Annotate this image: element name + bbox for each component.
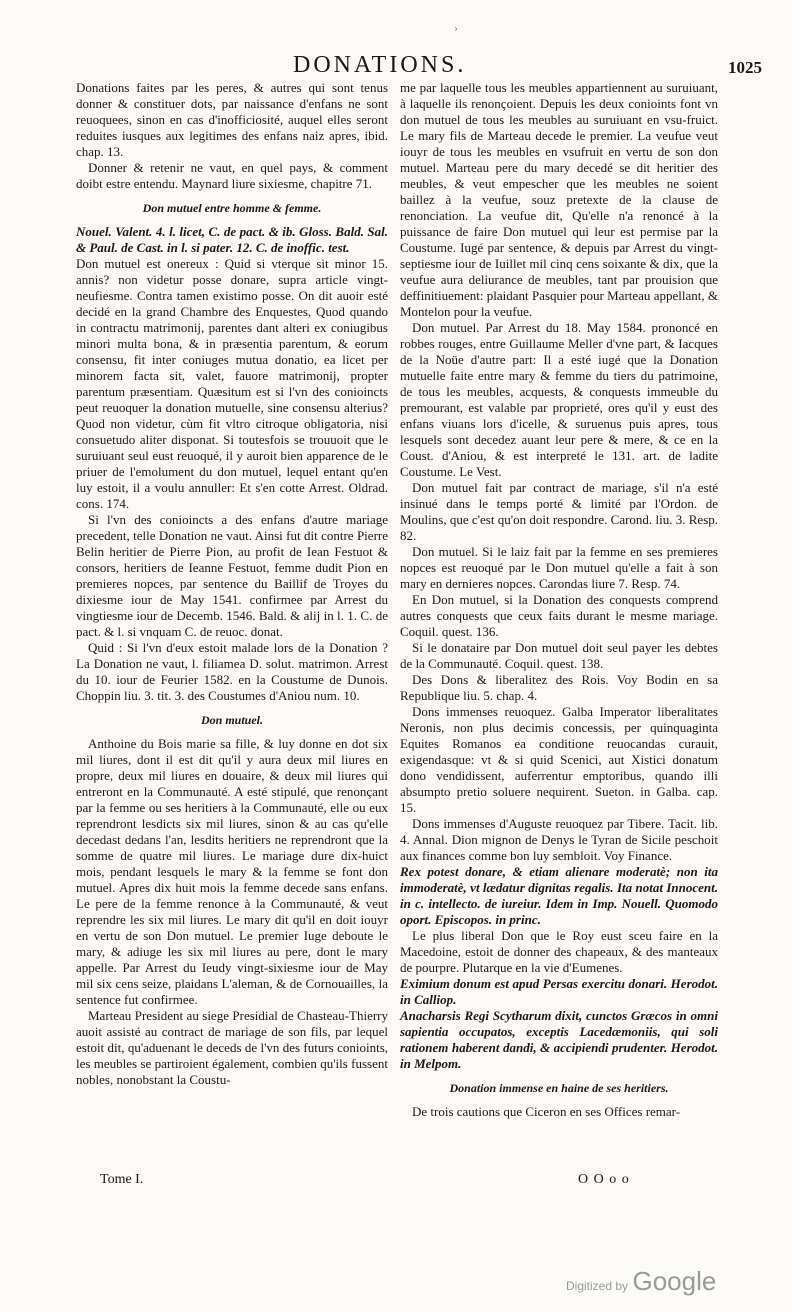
section-heading: Don mutuel entre homme & femme. <box>142 201 322 215</box>
google-logo: Google <box>632 1266 717 1296</box>
left-column <box>76 80 388 1088</box>
digitization-watermark <box>566 1266 716 1297</box>
paragraph: En Don mutuel, si la Donation des conquests comprend autres conquests que ceux faits durant le mesme mariage. Coquil. quest. 136. <box>400 592 718 639</box>
paragraph: Le plus liberal Don que le Roy eust sceu faire en la Macedoine, estoit de donner des chapeaux, & des manteaux de pourpre. Plutarque en la vie d'Eumenes. <box>400 928 718 975</box>
paragraph: Anthoine du Bois marie sa fille, & luy donne en dot six mil liures, dont il est dit qu'il y aura deux mil liures en propre, deux mil liures en douaire, & deux mil liures qui entreront en la Communauté. A esté stipulé, que renonçant par la femme ou ses heritiers à la Communauté, elle ou eux reprendront lesdicts six mil liures, sinon & au cas qu'elle decedast dedans l'an, lesdits heritiers ne reprendront que la somme de quatre mil liures. Le mariage dure dix-huict mois, pendant lesquels le mary & la femme se font don mutuel. Apres dix huit mois la femme decede sans enfans. Le pere de la femme renonce à la Communauté, & veut reprendre les six mil liures. Le mary dit qu'il en doit iouyr en vertu de son Don mutuel. Le premier Iuge deboute le mary, & adiuge les six mil liures au pere, dont le mary appelle. Par Arrest du Ieudy vingt-sixiesme iour de May mil six cens seize, plaidans L'aleman, & de Cornouailles, la sentence fut confirmee. <box>76 736 388 1007</box>
paragraph: Don mutuel fait par contract de mariage, s'il n'a esté insinué dans le temps porté & limité par l'Ordon. de Moulins, que c'est qu'on doit respondre. Carond. liu. 3. Resp. 82. <box>400 480 718 543</box>
paragraph: Don mutuel. Si le laiz fait par la femme en ses premieres nopces est reuoqué par le Don mutuel qu'elle a fait à son mary en dernieres nopces. Carondas liure 7. Resp. 74. <box>400 544 718 591</box>
paragraph: me par laquelle tous les meubles appartiennent au suruiuant, à laquelle ils renonçoient. Depuis les deux conioints font vn don mutuel de tous les meubles au suruiuant en vsu-fruict. Le mary fils de Marteau decede le premier. La veufue veut iouyr de tous les meubles en vsufruit en vertu de son don mutuel. Marteau pere du mary decedé se dit heritier des meubles, & veut empescher que les meubles ne soient baillez à la veufue, souz pretexte de la clause de renonciation. La veufue dit, Qu'elle n'a renoncé à la puissance de faire Don mutuel qui leur est permise par la Coustume. Iugé par sentence, & depuis par Arrest du vingt-septiesme iour de Iuillet mil cinq cens soixante & dix, que la veufue aura deliurance de meubles, tant par prouision que deffinitiuement: plaidant Pasquier pour Marteau appellant, & Montelon pour la veufue. <box>400 80 718 319</box>
latin-citation: Rex potest donare, & etiam alienare moderatè; non ita immoderatè, vt lædatur dignitas regalis. Ita notat Innocent. in c. intellecto. de iureiur. Idem in Imp. Nouell. Quomodo oport. Episcopos. in princ. <box>400 864 718 927</box>
paragraph: Donations faites par les peres, & autres qui sont tenus donner & constituer dots, par naissance d'enfans ne sont reuoquees, sinon en cas d'inofficiosité, auquel elles seront reduites iusques aux legitimes des enfans naiz apres, ibid. chap. 13. <box>76 80 388 159</box>
paragraph: Marteau President au siege Presidial de Chasteau-Thierry auoit assisté au contract de mariage de son fils, par lequel estoit dit, qu'aduenant le deceds de l'vn des futurs conioints, les meubles se partiroient également, combien qu'ils fussent nobles, nonobstant la Coustu- <box>76 1008 388 1087</box>
paragraph: Donner & retenir ne vaut, en quel pays, & comment doibt estre entendu. Maynard liure sixiesme, chapitre 71. <box>76 160 388 191</box>
paragraph: Dons immenses d'Auguste reuoquez par Tibere. Tacit. lib. 4. Annal. Dion mignon de Denys le Tyran de Sicile peschoit aux finances comme bon luy sembloit. Voy Finance. <box>400 816 718 863</box>
page-mark: › <box>454 24 458 35</box>
volume-label: Tome I. <box>100 1172 144 1187</box>
paragraph: De trois cautions que Ciceron en ses Offices remar- <box>412 1104 681 1119</box>
paragraph: Quid : Si l'vn d'eux estoit malade lors de la Donation ? La Donation ne vaut, l. filiamea D. solut. matrimon. Arrest du 10. iour de Feurier 1582. en la Coustume de Dunois. Choppin liu. 3. tit. 3. des Coustumes d'Aniou num. 10. <box>76 640 388 703</box>
latin-citation: Anacharsis Regi Scytharum dixit, cunctos Græcos in omni sapientia occupatos, exceptis Lacedæmoniis, qui soli rationem haberent dandi, & accipiendi prudenter. Herodot. in Melpom. <box>400 1008 718 1071</box>
paragraph: Si l'vn des conioincts a des enfans d'autre mariage precedent, telle Donation ne vaut. Ainsi fut dit contre Pierre Belin heritier de Pierre Pion, au profit de Iean Festuot & consors, heritiers de Ieanne Festuot, femme dudit Pion en premieres nopces, par sentence du Baillif de Troyes du dixiesme iour de May 1541. confirmee par Arrest du vingtiesme iour de Decemb. 1546. Bald. & alij in l. 1. C. de pact. & l. si vnquam C. de reuoc. donat. <box>76 512 388 639</box>
paragraph: Des Dons & liberalitez des Rois. Voy Bodin en sa Republique liu. 5. chap. 4. <box>400 672 718 703</box>
latin-citation: Eximium donum est apud Persas exercitu donari. Herodot. in Calliop. <box>400 976 718 1007</box>
latin-citation: Nouel. Valent. 4. l. licet, C. de pact. & ib. Gloss. Bald. Sal. & Paul. de Cast. in l. si pater. 12. C. de inoffic. test. <box>76 224 388 255</box>
section-heading: Donation immense en haine de ses heritiers. <box>449 1081 669 1095</box>
paragraph: Si le donataire par Don mutuel doit seul payer les debtes de la Communauté. Coquil. quest. 138. <box>400 640 718 671</box>
section-heading: Don mutuel. <box>200 713 263 727</box>
paragraph: Don mutuel est onereux : Quid si vterque sit minor 15. annis? non videtur posse donare, supra article vingt-neufiesme. Contra tamen existimo posse. On dit auoir esté decidé en la grand Chambre des Enquestes, Quod quando in contractu matrimonij, parentes dant alteri ex coniugibus minori multa bona, & in præsentia parentum, & eorum consensu, fit inter coniuges mutua donatio, ea licet per minorem facta sit, valet, fauore matrimonij, propter parentum præsentiam. Quæsitum est si l'vn des conioincts peut reuoquer la donation mutuelle, sine consensu alterius? Quod non videtur, cùm fit vltro citroque obligatoria, nisi consuetudo aliter disponat. Si toutesfois se trouuoit que le suruiuant seul eust reuoqué, il y auroit bien apparence de le priuer de l'emolument du don mutuel, lequel entant qu'en luy estoit, il a voulu annuller: Et s'en cotte Arrest. Oldrad. cons. 174. <box>76 256 388 511</box>
watermark-prefix: Digitized by <box>566 1279 629 1293</box>
running-head-title: DONATIONS. <box>293 52 467 78</box>
page-number: 1025 <box>728 58 762 77</box>
signature-mark: O O o o <box>578 1172 630 1187</box>
paragraph: Don mutuel. Par Arrest du 18. May 1584. prononcé en robbes rouges, entre Guillaume Meller d'vne part, & Iacques de la Noüe d'autre part: Il a esté iugé que la Donation mutuelle faite entre mary & femme du tiers du patrimoine, de tous les meubles, acquests, & conquests immeuble du premourant, est valable par proprieté, ores qu'il y eust des enfans viuans lors d'icelle, & suruenus puis apres, tous lesquels sont decedez auant leur pere & mere, & ce en la Coust. d'Aniou, & est interpreté le 131. art. de ladite Coustume. Le Vest. <box>400 320 718 479</box>
paragraph: Dons immenses reuoquez. Galba Imperator liberalitates Neronis, non plus decimis concessis, per quinquaginta Equites Romanos ea conditione reuocandas curauit, exigendasque: vt & si quid Scenici, aut Xistici donatum dono vendidissent, auferrentur emptoribus, quando illi absumpto pretio soluere nequirent. Sueton. in Galba. cap. 15. <box>400 704 718 815</box>
right-column <box>400 80 718 1120</box>
